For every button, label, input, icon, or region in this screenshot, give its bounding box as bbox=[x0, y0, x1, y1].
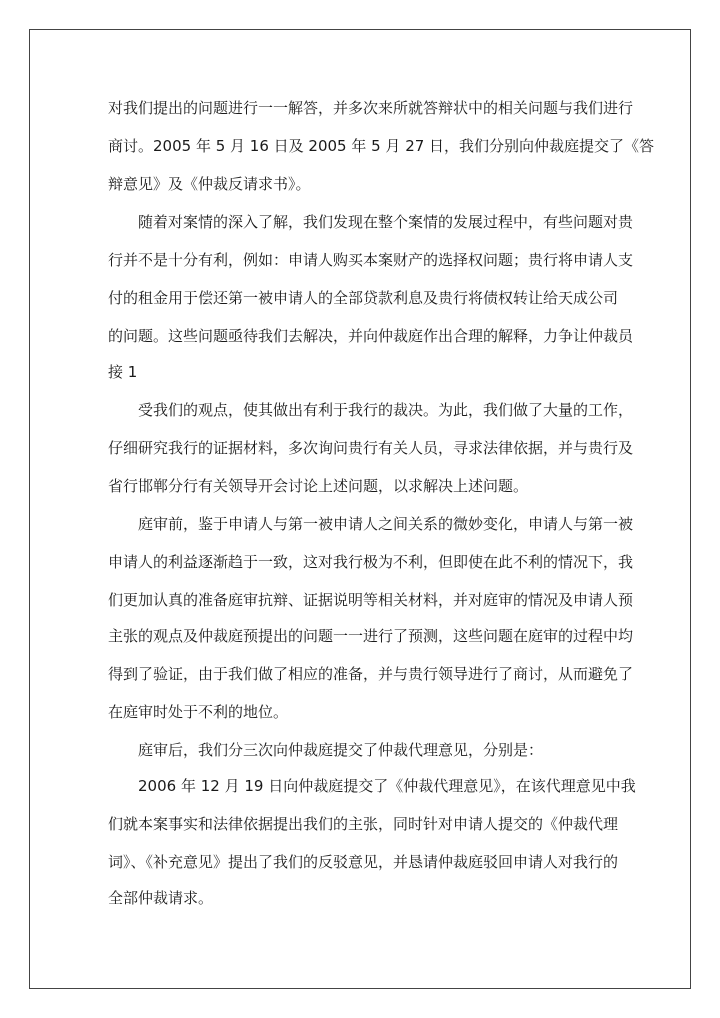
paragraph-line: 付的租金用于偿还第一被申请人的全部贷款利息及贵行将债权转让给天成公司 bbox=[108, 289, 619, 307]
paragraph-line: 申请人的利益逐渐趋于一致，这对我行极为不利，但即使在此不利的情况下，我 bbox=[108, 553, 634, 571]
paragraph-line: 对我们提出的问题进行一一解答，并多次来所就答辩状中的相关问题与我们进行 bbox=[108, 99, 634, 117]
paragraph-line: 行并不是十分有利，例如：申请人购买本案财产的选择权问题；贵行将申请人支 bbox=[108, 251, 634, 269]
page-border bbox=[29, 29, 691, 989]
paragraph-line: 得到了验证，由于我们做了相应的准备，并与贵行领导进行了商讨，从而避免了 bbox=[108, 665, 634, 683]
paragraph-line: 全部仲裁请求。 bbox=[108, 889, 214, 907]
paragraph-line: 2006 年 12 月 19 日向仲裁庭提交了《仲裁代理意见》，在该代理意见中我 bbox=[138, 777, 636, 795]
paragraph-line: 庭审后，我们分三次向仲裁庭提交了仲裁代理意见，分别是： bbox=[138, 741, 544, 759]
paragraph-line: 在庭审时处于不利的地位。 bbox=[108, 703, 289, 721]
paragraph-line: 仔细研究我行的证据材料，多次询问贵行有关人员，寻求法律依据，并与贵行及 bbox=[108, 439, 634, 457]
paragraph-line: 省行邯郸分行有关领导开会讨论上述问题，以求解决上述问题。 bbox=[108, 477, 529, 495]
paragraph-line: 主张的观点及仲裁庭预提出的问题一一进行了预测，这些问题在庭审的过程中均 bbox=[108, 627, 634, 645]
paragraph-line: 辩意见》及《仲裁反请求书》。 bbox=[108, 175, 311, 193]
paragraph-line: 的问题。这些问题亟待我们去解决，并向仲裁庭作出合理的解释，力争让仲裁员 bbox=[108, 327, 634, 345]
paragraph-line: 随着对案情的深入了解，我们发现在整个案情的发展过程中，有些问题对贵 bbox=[138, 213, 634, 231]
paragraph-line: 们更加认真的准备庭审抗辩、证据说明等相关材料，并对庭审的情况及申请人预 bbox=[108, 591, 634, 609]
paragraph-line: 接 1 bbox=[108, 363, 138, 381]
paragraph-line: 商讨。2005 年 5 月 16 日及 2005 年 5 月 27 日，我们分别向仲裁庭提交了《答 bbox=[108, 137, 655, 155]
paragraph-line: 受我们的观点，使其做出有利于我行的裁决。为此，我们做了大量的工作， bbox=[138, 401, 634, 419]
paragraph-line: 词》、《补充意见》提出了我们的反驳意见，并恳请仲裁庭驳回申请人对我行的 bbox=[108, 853, 619, 871]
paragraph-line: 们就本案事实和法律依据提出我们的主张，同时针对申请人提交的《仲裁代理 bbox=[108, 815, 619, 833]
paragraph-line: 庭审前，鉴于申请人与第一被申请人之间关系的微妙变化，申请人与第一被 bbox=[138, 515, 634, 533]
